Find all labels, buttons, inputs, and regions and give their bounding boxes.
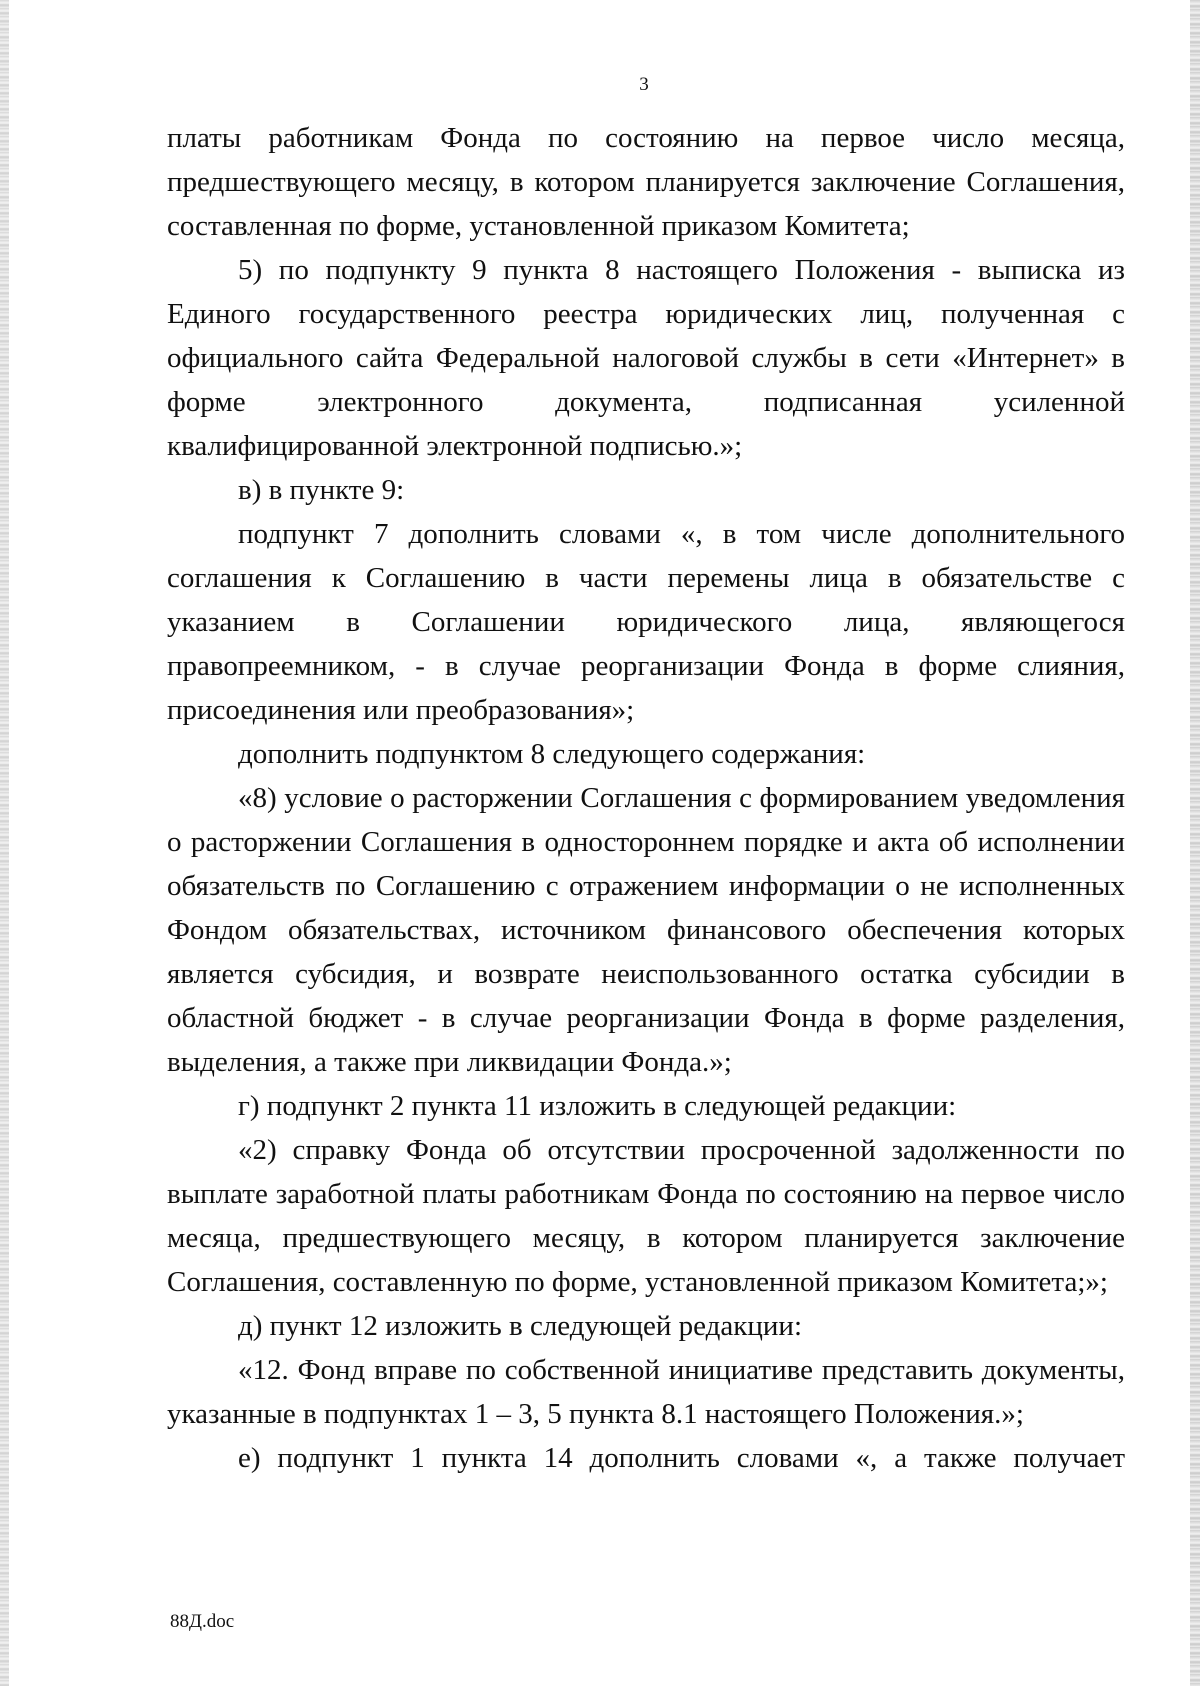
document-body — [167, 116, 1125, 1480]
paragraph-item-e: е) подпункт 1 пункта 14 дополнить словами «, а также получает — [238, 1442, 1125, 1474]
paragraph-item-5: 5) по подпункту 9 пункта 8 настоящего Положения - выписка из Единого государственного реестра юридических лиц, полученная с официального сайта Федеральной налоговой службы в сети «Интернет» в форме электронного документа, подписанная усиленной квалифицированной электронной подписью.»; — [167, 254, 1125, 462]
footer-filename: 88Д.doc — [170, 1611, 235, 1632]
paragraph-subitem-8-text: «8) условие о расторжении Соглашения с формированием уведомления о расторжении Соглашения в одностороннем порядке и акта об исполнении обязательств по Соглашению с отражением информации о не исполненных Фондом обязательствах, источником финансового обеспечения которых является субсидия, и возврате неиспользованного остатка субсидии в областной бюджет - в случае реорганизации Фонда в форме разделения, выделения, а также при ликвидации Фонда.»; — [167, 782, 1125, 1078]
paragraph-subitem-2-text: «2) справку Фонда об отсутствии просроченной задолженности по выплате заработной платы работникам Фонда по состоянию на первое число месяца, предшествующего месяцу, в котором планируется заключение Соглашения, составленную по форме, установленной приказом Комитета;»; — [167, 1134, 1125, 1298]
paragraph-add-subitem-8: дополнить подпунктом 8 следующего содержания: — [238, 738, 866, 770]
paragraph-item-v: в) в пункте 9: — [238, 474, 405, 506]
paragraph-item-g: г) подпункт 2 пункта 11 изложить в следующей редакции: — [238, 1090, 957, 1122]
paragraph-item-12-text: «12. Фонд вправе по собственной инициативе представить документы, указанные в подпунктах 1 – 3, 5 пункта 8.1 настоящего Положения.»; — [167, 1354, 1125, 1430]
paragraph-item-d: д) пункт 12 изложить в следующей редакции: — [238, 1310, 802, 1342]
scan-edge-right — [1190, 0, 1200, 1686]
page-number: 3 — [639, 74, 649, 95]
scan-edge-left — [0, 0, 9, 1686]
paragraph-continuation: платы работникам Фонда по состоянию на первое число месяца, предшествующего месяцу, в котором планируется заключение Соглашения, составленная по форме, установленной приказом Комитета; — [167, 122, 1125, 242]
paragraph-subitem-7: подпункт 7 дополнить словами «, в том числе дополнительного соглашения к Соглашению в части перемены лица в обязательстве с указанием в Соглашении юридического лица, являющегося правопреемником, - в случае реорганизации Фонда в форме слияния, присоединения или преобразования»; — [167, 518, 1125, 726]
